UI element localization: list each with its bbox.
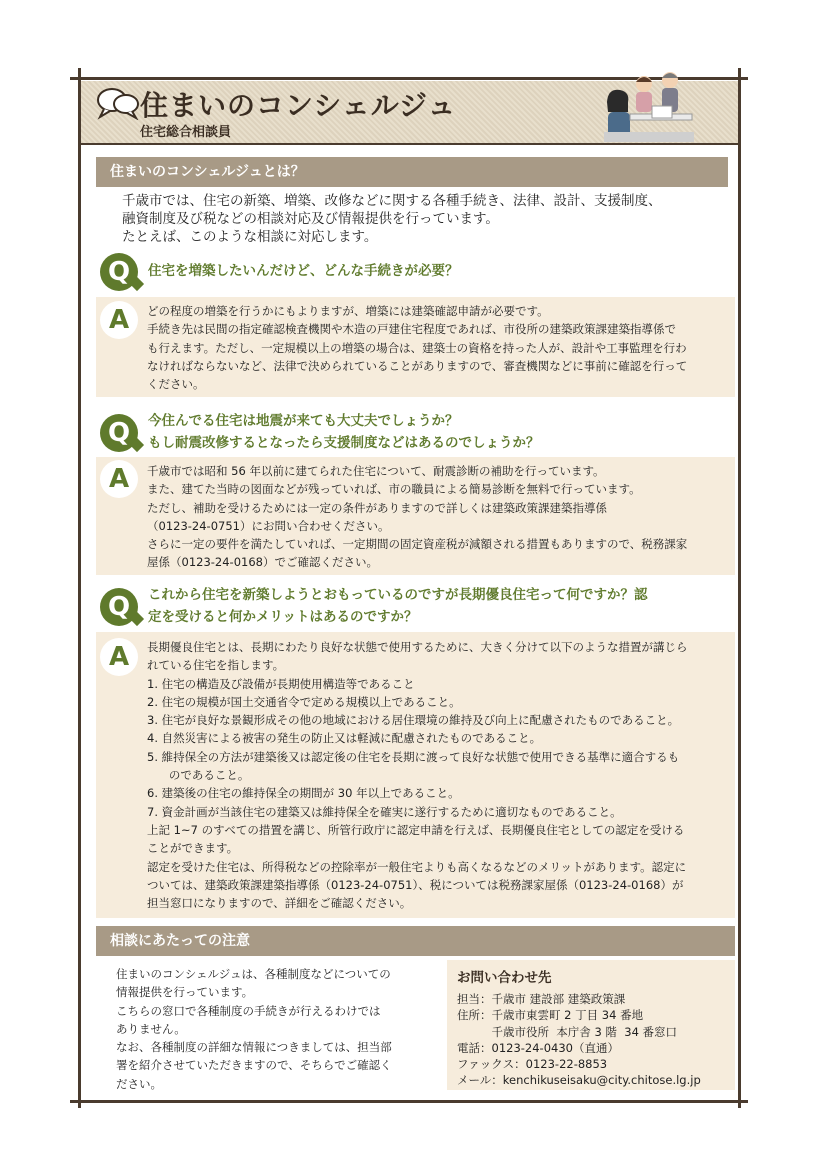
answer-1-text: [147, 302, 687, 393]
q-badge: Q: [100, 588, 138, 626]
answer-line: ことができます。: [147, 841, 239, 856]
speech-bubbles-icon: [96, 86, 140, 120]
answer-line: ただし、補助を受けるためには一定の条件がありますので詳しくは建築政策課建築指導係: [147, 500, 607, 515]
notes-text: [116, 965, 392, 1093]
contact-address: 住所：千歳市東雲町 2 丁目 34 番地: [457, 1008, 644, 1023]
contact-department: 担当：千歳市 建設部 建築政策課: [457, 992, 626, 1006]
answer-line: も行えます。ただし、一定規模以上の増築の場合は、建築士の資格を持った人が、設計や工事監理を行わ: [147, 340, 687, 355]
answer-line: さらに一定の要件を満たしていれば、一定期間の固定資産税が減額される措置もありますので、税務課家: [147, 537, 688, 552]
answer-line: どの程度の増築を行うかにもよりますが、増築には建築確認申請が必要です。: [147, 304, 549, 318]
question-line: 今住んでる住宅は地震が来ても大丈夫でしょうか？: [148, 413, 459, 429]
answer-list-item: 1. 住宅の構造及び設備が長期使用構造等であること: [147, 676, 415, 691]
about-line: 千歳市では、住宅の新築、増築、改修などに関する各種手続き、法律、設計、支援制度、: [122, 193, 662, 209]
notes-line: ありません。: [116, 1021, 186, 1036]
answer-list-item: のであること。: [147, 768, 250, 783]
answer-line: ください。: [147, 377, 205, 392]
answer-line: また、建てた当時の図面などが残っていれば、市の職員による簡易診断を無料で行っています。: [147, 482, 641, 497]
question-line: 定を受けると何かメリットはあるのですか？: [148, 609, 418, 625]
contact-title: お問い合わせ先: [457, 970, 552, 986]
notes-line: 住まいのコンシェルジュは、各種制度などについての: [116, 967, 391, 981]
answer-line: ついては、建築政策課建築指導係（0123-24-0751）、税については税務課家屋係（0123-24-0168）が: [147, 877, 684, 892]
page-subtitle: 住宅総合相談員: [140, 125, 232, 140]
answer-list-item: 6. 建築後の住宅の維持保全の期間が 30 年以上であること。: [147, 786, 460, 801]
answer-line: 屋係（0123-24-0168）でご確認ください。: [147, 555, 378, 570]
notes-heading: 相談にあたっての注意: [96, 926, 735, 956]
frame-right-rule: [738, 68, 741, 1108]
about-heading: 住まいのコンシェルジュとは？: [96, 157, 728, 187]
question-1: [148, 260, 459, 282]
a-badge: A: [100, 638, 138, 676]
answer-line: 認定を受けた住宅は、所得税などの控除率が一般住宅よりも高くなるなどのメリットがあります。認定に: [147, 859, 687, 874]
question-2: [148, 410, 540, 454]
answer-line: れている住宅を指します。: [147, 658, 285, 673]
answer-list-item: 3. 住宅が良好な景観形成その他の地域における居住環境の維持及び向上に配慮されたものであること。: [147, 713, 680, 728]
answer-line: 千歳市では昭和 56 年以前に建てられた住宅について、耐震診断の補助を行っています。: [147, 464, 605, 478]
answer-line: （0123-24-0751）にお問い合わせください。: [147, 518, 390, 533]
answer-line: 長期優良住宅とは、長期にわたり良好な状態で使用するために、大きく分けて以下のような措置が講じら: [147, 640, 688, 654]
question-line: これから住宅を新築しようとおもっているのですが長期優良住宅って何ですか？認: [148, 587, 648, 603]
answer-line: 手続き先は民間の指定確認検査機関や木造の戸建住宅程度であれば、市役所の建築政策課建築指導係で: [147, 322, 676, 337]
answer-list-item: 4. 自然災害による被害の発生の防止又は軽減に配慮されたものであること。: [147, 731, 542, 746]
consultation-illustration: [596, 68, 696, 144]
contact-details: [457, 991, 701, 1089]
answer-3-text: [147, 638, 688, 912]
question-3: [148, 584, 648, 628]
notes-line: ださい。: [116, 1076, 162, 1091]
frame-left-rule: [78, 68, 81, 1108]
notes-line: 署を紹介させていただきますので、そちらでご確認く: [116, 1058, 392, 1073]
about-line: たとえば、このような相談に対応します。: [122, 229, 378, 245]
answer-list-item: 7. 資金計画が当該住宅の建築又は維持保全を確実に遂行するために適切なものであること。: [147, 804, 622, 819]
notes-line: こちらの窓口で各種制度の手続きが行えるわけでは: [116, 1003, 381, 1018]
page-title: 住まいのコンシェルジュ: [140, 89, 457, 122]
about-line: 融資制度及び税などの相談対応及び情報提供を行っています。: [122, 211, 499, 227]
contact-email[interactable]: メール：kenchikuseisaku@city.chitose.lg.jp: [457, 1073, 701, 1088]
a-badge: A: [100, 460, 138, 498]
frame-bottom-rule: [70, 1100, 748, 1103]
answer-2-text: [147, 462, 687, 572]
a-badge: A: [100, 301, 138, 339]
answer-list-item: 2. 住宅の規模が国土交通省令で定める規模以上であること。: [147, 694, 461, 709]
contact-address-room: 千歳市役所 本庁舎 3 階 34 番窓口: [457, 1024, 678, 1039]
contact-phone: 電話：0123-24-0430（直通）: [457, 1040, 619, 1055]
answer-line: 上記 1~7 のすべての措置を講じ、所管行政庁に認定申請を行えば、長期優良住宅としての認定を受ける: [147, 822, 685, 837]
answer-line: 担当窓口になりますので、詳細をご確認ください。: [147, 896, 412, 911]
question-line: 住宅を増築したいんだけど、どんな手続きが必要？: [148, 263, 459, 279]
question-line: もし耐震改修するとなったら支援制度などはあるのでしょうか？: [148, 435, 540, 451]
answer-list-item: 5. 維持保全の方法が建築後又は認定後の住宅を長期に渡って良好な状態で使用できる基準に適合するも: [147, 749, 680, 764]
contact-fax: ファックス：0123-22-8853: [457, 1057, 608, 1072]
notes-line: なお、各種制度の詳細な情報につきましては、担当部: [116, 1040, 392, 1055]
notes-line: 情報提供を行っています。: [116, 985, 254, 1000]
about-text: [122, 192, 722, 246]
q-badge: Q: [100, 253, 138, 291]
q-badge: Q: [100, 414, 138, 452]
answer-line: なければならないなど、法律で決められていることがありますので、審査機関などに事前に確認を行って: [147, 358, 688, 373]
